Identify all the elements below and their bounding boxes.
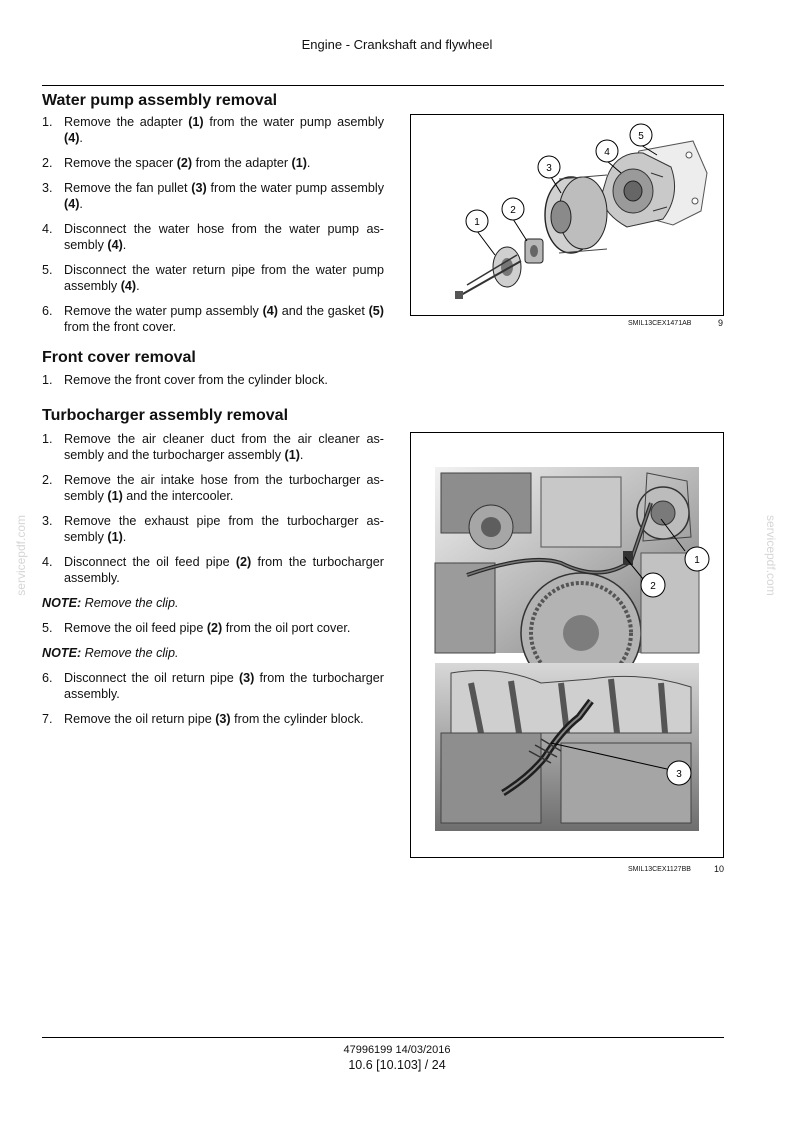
svg-text:1: 1 bbox=[694, 555, 700, 566]
part-reference: (2) bbox=[235, 555, 252, 569]
step-text: from the turbocharger assembly. bbox=[64, 671, 384, 701]
watermark-left: servicepdf.com bbox=[14, 515, 28, 596]
step-text: Remove the adapter bbox=[64, 115, 189, 129]
note bbox=[42, 645, 384, 661]
step-item bbox=[42, 155, 384, 171]
figure-10-code: SMIL13CEX1127BB bbox=[628, 866, 691, 873]
step-text: from the water pump asembly bbox=[203, 115, 384, 129]
step-number: 2. bbox=[42, 473, 53, 487]
watermark-right: servicepdf.com bbox=[764, 515, 778, 596]
step-text: . bbox=[122, 530, 127, 544]
part-reference: (1) bbox=[284, 448, 300, 462]
note-text: Remove the clip. bbox=[81, 646, 179, 660]
step-text: from the oil port cover. bbox=[222, 621, 351, 635]
svg-text:3: 3 bbox=[546, 163, 552, 174]
water-pump-steps bbox=[42, 114, 384, 344]
turbo-figure bbox=[410, 432, 724, 858]
step-number: 5. bbox=[42, 263, 53, 277]
step-item bbox=[42, 372, 384, 388]
step-text: . bbox=[306, 156, 311, 170]
step-number: 1. bbox=[42, 373, 53, 387]
step-item bbox=[42, 554, 384, 586]
note-label: NOTE: bbox=[42, 596, 82, 610]
svg-text:2: 2 bbox=[650, 581, 656, 592]
step-item bbox=[42, 221, 384, 253]
step-item bbox=[42, 180, 384, 212]
part-reference: (3) bbox=[191, 181, 207, 195]
step-text: Remove the front cover from the cylinder block. bbox=[64, 373, 328, 387]
step-number: 7. bbox=[42, 712, 53, 726]
step-number: 5. bbox=[42, 621, 53, 635]
part-reference: (3) bbox=[215, 712, 231, 726]
step-number: 1. bbox=[42, 432, 53, 446]
header-rule bbox=[42, 85, 724, 86]
svg-text:1: 1 bbox=[474, 217, 480, 228]
part-reference: (4) bbox=[120, 279, 137, 293]
step-item bbox=[42, 262, 384, 294]
step-item bbox=[42, 114, 384, 146]
step-text: Remove the exhaust pipe from the turbocharger assembly bbox=[64, 514, 384, 544]
step-item bbox=[42, 620, 384, 636]
turbo-illustration bbox=[411, 433, 723, 857]
figure-9-number: 9 bbox=[718, 318, 724, 328]
part-reference: (1) bbox=[188, 115, 204, 129]
step-text: and the gasket bbox=[278, 304, 369, 318]
part-reference: (1) bbox=[291, 156, 307, 170]
part-reference: (4) bbox=[107, 238, 123, 252]
turbo-steps bbox=[42, 431, 384, 736]
step-text: Remove the fan pullet bbox=[64, 181, 192, 195]
svg-text:5: 5 bbox=[638, 131, 644, 142]
turbo-heading: Turbocharger assembly removal bbox=[42, 407, 289, 424]
step-text: Disconnect the water return pipe from the water pump assembly bbox=[64, 263, 384, 293]
step-number: 3. bbox=[42, 181, 53, 195]
step-item bbox=[42, 513, 384, 545]
part-reference: (4) bbox=[262, 304, 278, 318]
step-text: and the intercooler. bbox=[122, 489, 234, 503]
figure-9-code: SMIL13CEX1471AB bbox=[628, 320, 692, 327]
figure-10-number: 10 bbox=[714, 864, 725, 874]
part-reference: (3) bbox=[238, 671, 255, 685]
callout-1 bbox=[466, 210, 488, 232]
step-number: 6. bbox=[42, 671, 53, 685]
step-item bbox=[42, 711, 384, 727]
part-reference: (1) bbox=[107, 489, 123, 503]
step-text: Remove the air intake hose from the turbocharger assembly bbox=[64, 473, 384, 503]
svg-text:3: 3 bbox=[676, 769, 682, 780]
front-cover-heading: Front cover removal bbox=[42, 349, 196, 366]
step-item bbox=[42, 431, 384, 463]
step-text: from the adapter bbox=[192, 156, 292, 170]
callout-3 bbox=[538, 156, 560, 178]
note bbox=[42, 595, 384, 611]
step-text: . bbox=[122, 238, 127, 252]
footer-rule bbox=[42, 1037, 724, 1038]
callout-2 bbox=[641, 573, 665, 597]
note-label: NOTE: bbox=[42, 646, 82, 660]
step-text: . bbox=[299, 448, 304, 462]
page-header-title: Engine - Crankshaft and flywheel bbox=[301, 37, 493, 52]
step-text: Remove the air cleaner duct from the air cleaner assembly and the turbocharger assembly bbox=[64, 432, 384, 462]
front-cover-steps bbox=[42, 372, 384, 397]
step-text: Remove the water pump assembly bbox=[64, 304, 263, 318]
part-reference: (4) bbox=[64, 131, 80, 145]
step-text: from the front cover. bbox=[64, 320, 176, 334]
step-text: . bbox=[79, 197, 83, 211]
spacer bbox=[525, 239, 543, 263]
step-number: 4. bbox=[42, 555, 53, 569]
svg-text:2: 2 bbox=[510, 205, 516, 216]
step-text: Disconnect the oil feed pipe bbox=[64, 555, 236, 569]
step-text: from the cylinder block. bbox=[230, 712, 364, 726]
step-text: Remove the oil feed pipe bbox=[64, 621, 207, 635]
callout-4 bbox=[596, 140, 618, 162]
water-pump-figure bbox=[410, 114, 724, 316]
water-pump-heading: Water pump assembly removal bbox=[42, 92, 278, 109]
part-reference: (4) bbox=[64, 197, 80, 211]
step-number: 3. bbox=[42, 514, 53, 528]
water-pump-body bbox=[601, 153, 675, 227]
step-text: Disconnect the water hose from the water pump assembly bbox=[64, 222, 384, 252]
step-number: 6. bbox=[42, 304, 53, 318]
footer-doc-id: 47996199 14/03/2016 bbox=[343, 1044, 451, 1056]
step-text: from the turbocharger assembly. bbox=[64, 555, 384, 585]
part-reference: (2) bbox=[176, 156, 193, 170]
part-reference: (2) bbox=[206, 621, 223, 635]
step-text: . bbox=[79, 131, 83, 145]
step-number: 4. bbox=[42, 222, 53, 236]
fan-pulley bbox=[545, 175, 607, 253]
step-number: 1. bbox=[42, 115, 53, 129]
step-text: Disconnect the oil return pipe bbox=[64, 671, 239, 685]
callout-1 bbox=[685, 547, 709, 571]
step-text: Remove the spacer bbox=[64, 156, 177, 170]
footer-page-number: 10.6 [10.103] / 24 bbox=[348, 1058, 446, 1072]
part-reference: (1) bbox=[107, 530, 123, 544]
svg-text:4: 4 bbox=[604, 147, 610, 158]
callout-3 bbox=[667, 761, 691, 785]
step-item bbox=[42, 472, 384, 504]
callout-5 bbox=[630, 124, 652, 146]
water-pump-illustration bbox=[411, 115, 723, 315]
step-number: 2. bbox=[42, 156, 53, 170]
step-text: from the water pump assembly bbox=[206, 181, 384, 195]
note-text: Remove the clip. bbox=[81, 596, 179, 610]
step-text: . bbox=[136, 279, 140, 293]
step-item bbox=[42, 303, 384, 335]
part-reference: (5) bbox=[368, 304, 384, 318]
step-item bbox=[42, 670, 384, 702]
step-text: Remove the oil return pipe bbox=[64, 712, 216, 726]
callout-2 bbox=[502, 198, 524, 220]
